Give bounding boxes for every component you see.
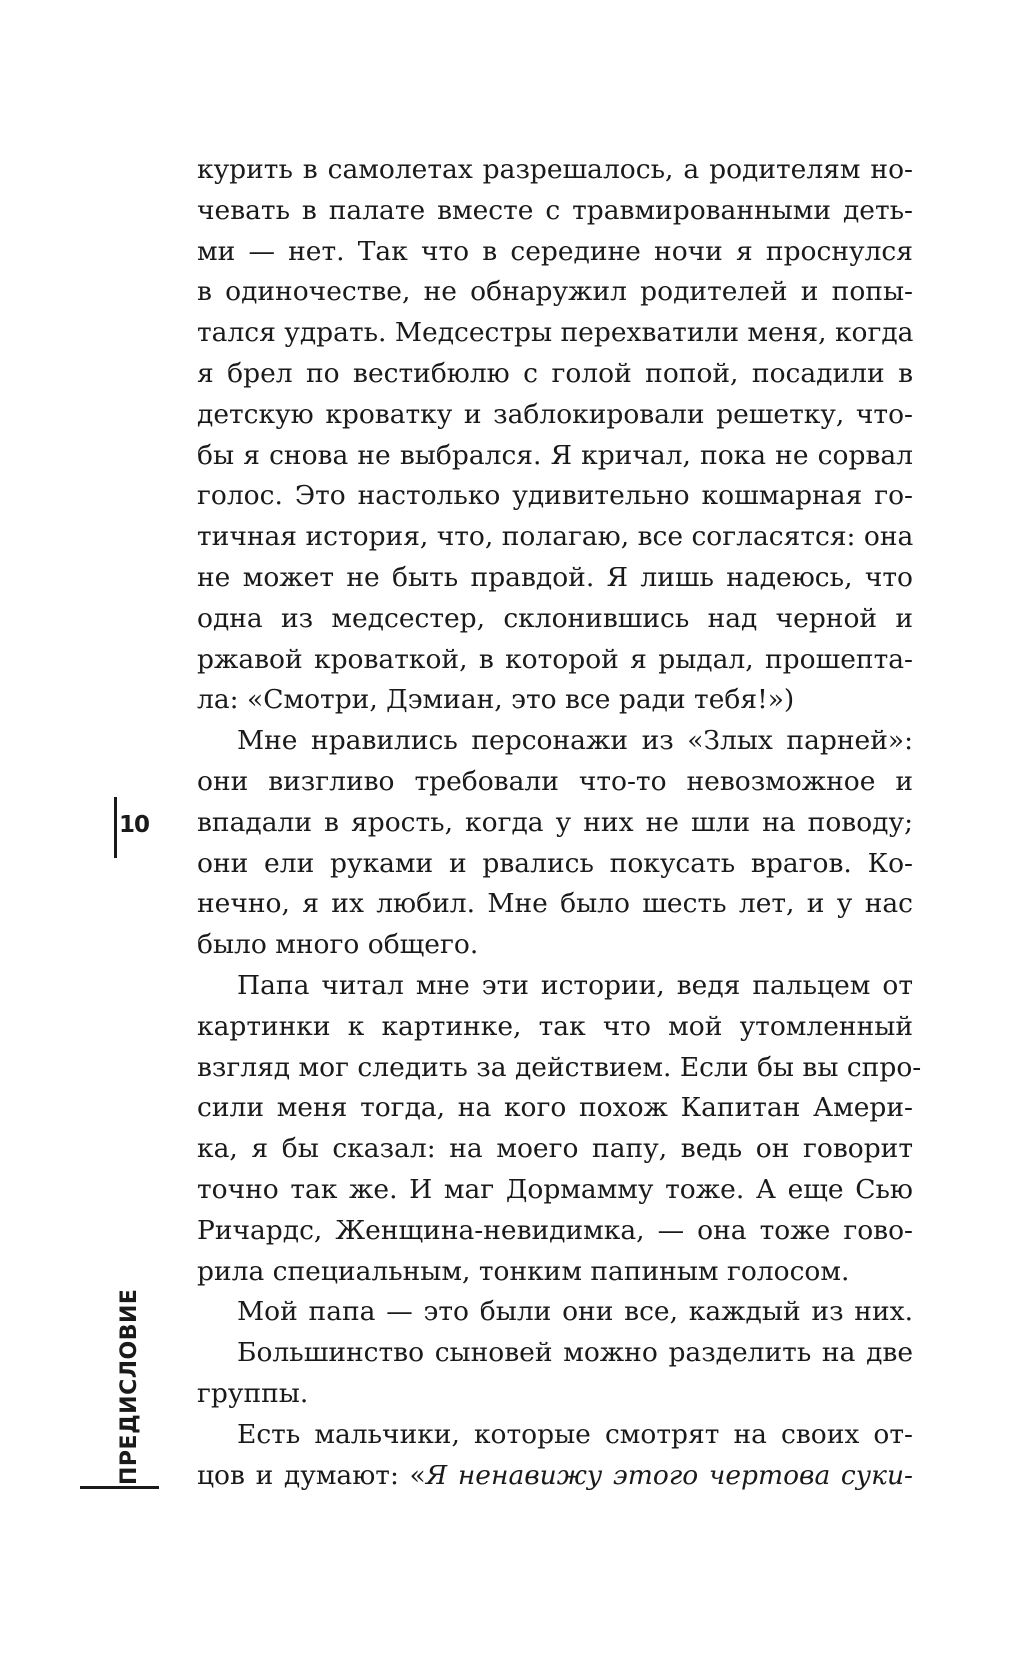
text-line: ка, я бы сказал: на моего папу, ведь он говорит — [197, 1133, 913, 1165]
text-line: сили меня тогда, на кого похож Капитан Амери- — [197, 1092, 913, 1124]
page-number: 10 — [119, 812, 150, 838]
text-line: одна из медсестер, склонившись над черной и — [197, 602, 913, 634]
text-line: не может не быть правдой. Я лишь надеюсь, что — [197, 561, 913, 593]
text-line: Мне нравились персонажи из «Злых парней»: — [237, 725, 913, 757]
text-line: нечно, я их любил. Мне было шесть лет, и у нас — [197, 888, 913, 920]
text-line: тался удрать. Медсестры перехватили меня, когда — [197, 317, 914, 349]
text-line: детскую кроватку и заблокировали решетку, что- — [197, 398, 913, 430]
text-line: ржавой кроваткой, в которой я рыдал, прошепта- — [197, 643, 913, 675]
text-line: Большинство сыновей можно разделить на две — [237, 1337, 913, 1369]
text-line: Папа читал мне эти истории, ведя пальцем от — [237, 969, 913, 1001]
text-line: в одиночестве, не обнаружил родителей и попы- — [197, 276, 913, 308]
text-line: было много общего. — [197, 929, 479, 961]
text-line: они визгливо требовали что-то невозможное и — [197, 765, 913, 797]
text-line: Ричардс, Женщина-невидимка, — она тоже гово- — [197, 1214, 913, 1246]
text-line: я брел по вестибюлю с голой попой, посадили в — [197, 357, 913, 389]
text-line: впадали в ярость, когда у них не шли на поводу; — [197, 806, 913, 838]
text-line: ми — нет. Так что в середине ночи я проснулся — [197, 235, 913, 267]
text-line: они ели руками и рвались покусать врагов. Ко- — [197, 847, 913, 879]
text-line: Мой папа — это были они все, каждый из них. — [237, 1296, 913, 1328]
text-line: чевать в палате вместе с травмированными деть- — [197, 194, 913, 226]
text-line: ла: «Смотри, Дэмиан, это все ради тебя!») — [197, 684, 795, 716]
section-title-rule — [80, 1486, 159, 1489]
text-line: точно так же. И маг Дормамму тоже. А еще Сью — [197, 1173, 913, 1205]
text-line: Есть мальчики, которые смотрят на своих от- — [237, 1418, 913, 1450]
section-title: ПРЕДИСЛОВИЕ — [117, 1288, 142, 1485]
text-line: рила специальным, тонким папиным голосом. — [197, 1255, 850, 1287]
text-line: тичная история, что, полагаю, все согласятся: она — [197, 521, 914, 553]
text-line: курить в самолетах разрешалось, а родителям но- — [197, 154, 913, 185]
text-line-start: цов и думают: « — [197, 1459, 426, 1491]
italic-quote: Я ненавижу этого чертова суки- — [425, 1459, 913, 1491]
text-line: картинки к картинке, так что мой утомленный — [197, 1010, 913, 1042]
text-line: группы. — [197, 1377, 309, 1409]
text-line: голос. Это настолько удивительно кошмарная го- — [197, 480, 913, 512]
body-text — [197, 150, 922, 1496]
text-line — [197, 1456, 913, 1497]
text-line: взгляд мог следить за действием. Если бы вы спро- — [197, 1051, 922, 1083]
text-line: бы я снова не выбрался. Я кричал, пока не сорвал — [197, 439, 913, 471]
page-number-rule — [114, 797, 117, 858]
